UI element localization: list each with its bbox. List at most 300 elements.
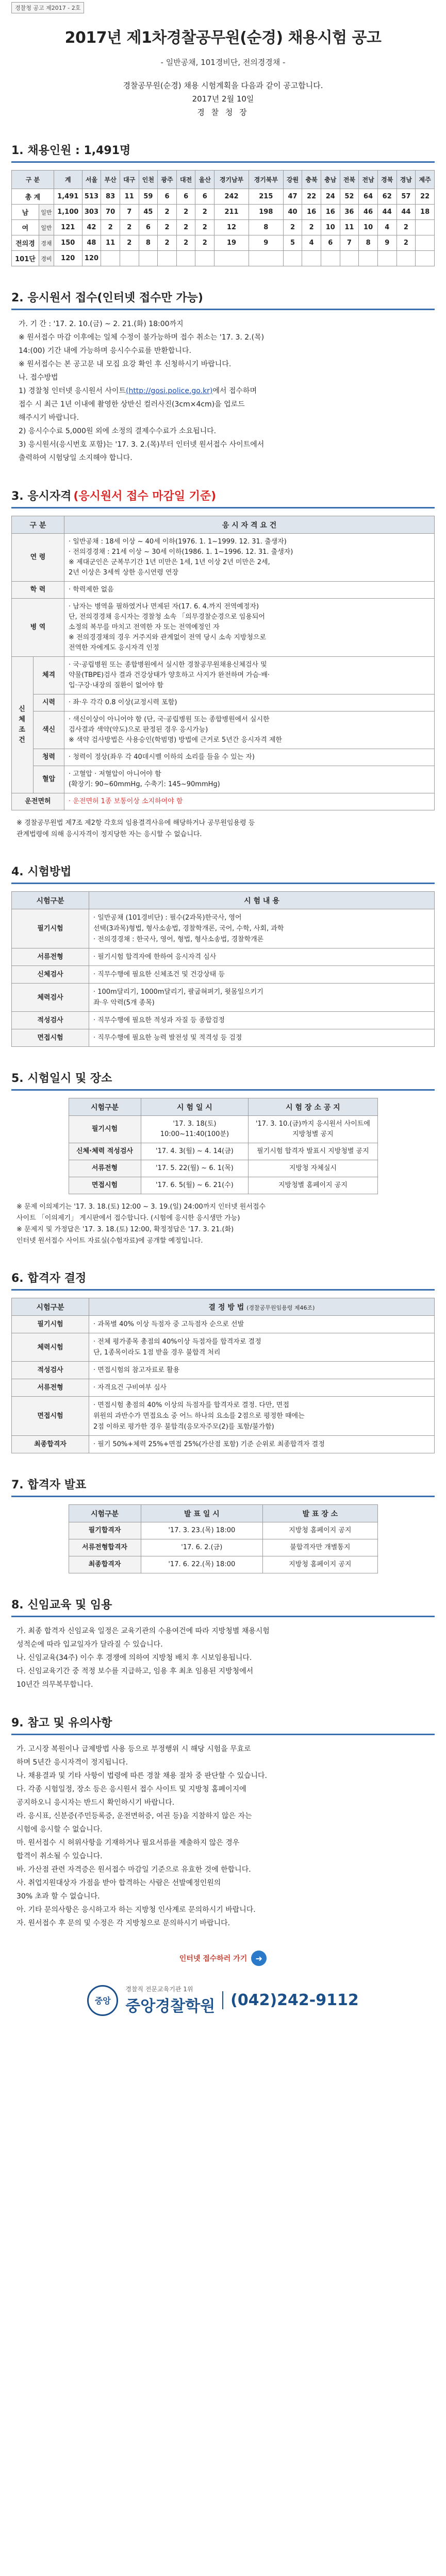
result-date: '17. 3. 23.(목) 18:00 xyxy=(141,1522,263,1539)
cell-line: 좌·우 악력(5개 종목) xyxy=(93,999,155,1007)
quota-cell: 215 xyxy=(249,189,283,205)
quota-header-cell: 경남 xyxy=(397,171,416,189)
quota-cell xyxy=(120,251,139,266)
quota-cell: 42 xyxy=(82,220,101,235)
cell-line: · 직무수행에 필요한 적성과 자질 등 종합검정 xyxy=(93,1016,225,1024)
quota-cell xyxy=(359,251,378,266)
quota-row xyxy=(12,205,435,220)
quota-cell xyxy=(340,251,359,266)
quota-cell: 11 xyxy=(340,220,359,235)
quota-cell: 24 xyxy=(321,189,340,205)
notice-org: 경 찰 청 장 xyxy=(197,108,249,117)
quota-cell: 120 xyxy=(54,251,82,266)
text-line: 마. 원서접수 시 허위사항을 기재하거나 필요서류를 제출하지 않은 경우 xyxy=(16,1839,240,1847)
quota-cell: 2 xyxy=(302,220,321,235)
cell-line: · 면접시험의 참고자료로 활용 xyxy=(93,1366,180,1374)
quota-row-sublabel: 일반 xyxy=(39,220,54,235)
quota-cell: 2 xyxy=(195,220,214,235)
quota-row-label: 전의경 xyxy=(12,235,39,251)
apply-notes: 가. 기 간 : '17. 2. 10.(금) ~ 2. 21.(화) 18:00까지 ※ 원서접수 마감 이후에는 일체 수정이 불가능하며 접수 취소는 '17. 3. 2.(목) 14:(00) 기간 내에 가능하며 응시수수료를 반환합니다. ※ 원서접수는 본 공고문 내 모집 요강 확인 후 신청하시기 바랍니다. 나. 접수방법 1) 경찰청 인터넷 응시원서 사이트(http://gosi.police.go.kr)에서 접수하며 접수 시 최근 1년 이내에 촬영한 상반신 컬러사진(3cm×4cm)을 업로드 해주시기 바랍니다. 2) 응시수수료 5,000원 외에 소정의 결제수수료가 소요됩니다. 3) 응시원서(응시번호 포함)는 '17. 3. 2.(목)부터 인터넷 원서접수 사이트에서 출력하여 시험당일 소지해야 합니다. xyxy=(19,320,265,462)
quota-cell xyxy=(416,220,435,235)
quota-header-cell: 충북 xyxy=(302,171,321,189)
quota-header-cell: 제주 xyxy=(416,171,435,189)
quota-header-cell: 전북 xyxy=(340,171,359,189)
result-table: 시험구분 발 표 일 시 발 표 장 소 필기합격자 '17. 3. 23.(목) 18:00 지방청 홈페이지 공지 서류전형합격자 '17. 6. 2.(금) 불합격자만 개별통지 최종합격자 '17. 6. 22.(목) 18:00 지방청 홈페이지 공지 xyxy=(69,1504,378,1573)
quota-cell: 4 xyxy=(377,220,397,235)
cell-line: 약물(TBPE)검사 결과 건강상태가 양호하고 사지가 완전하며 가슴·배· xyxy=(69,671,270,679)
cell-line: 단, 1종목이라도 1점 받을 경우 불합격 처리 xyxy=(93,1349,221,1357)
quota-cell: 47 xyxy=(283,189,302,205)
method-row xyxy=(12,966,435,984)
text-line: 나. 채용결과 및 기타 사항이 법령에 따른 경찰 채용 절차 중 판단할 수 있습니다. xyxy=(16,1772,267,1780)
section-4-title: 4. 시험방법 xyxy=(11,865,72,878)
qual-row xyxy=(12,766,435,793)
qual-row xyxy=(12,694,435,711)
section-divider xyxy=(11,1089,435,1091)
cell-line: · 면접시험 총점의 40% 이상의 득점자를 합격자로 결정. 다만, 면접 xyxy=(93,1401,289,1409)
table-cell xyxy=(89,1012,435,1029)
quota-header-cell: 서울 xyxy=(82,171,101,189)
qual-row-label: 혈압 xyxy=(34,766,64,793)
quota-cell xyxy=(321,251,340,266)
quota-cell: 6 xyxy=(176,189,195,205)
table-cell xyxy=(89,909,435,948)
quota-cell: 6 xyxy=(321,235,340,251)
quota-cell: 2 xyxy=(101,220,120,235)
quota-row xyxy=(12,235,435,251)
decision-row xyxy=(12,1379,435,1397)
section-divider xyxy=(11,1734,435,1735)
quota-cell: 2 xyxy=(397,220,416,235)
qual-row xyxy=(12,657,435,694)
quota-cell: 242 xyxy=(214,189,249,205)
qual-row xyxy=(12,599,435,657)
decision-row-label: 서류전형 xyxy=(12,1379,89,1397)
cell-line: 위원의 과반수가 면접요소 중 어느 하나의 요소를 2점으로 평정한 때에는 xyxy=(93,1412,305,1420)
schedule-row-label: 서류전형 xyxy=(69,1160,141,1177)
quota-header-cell: 대전 xyxy=(176,171,195,189)
qual-side-label: 신체조건 xyxy=(12,657,34,793)
quota-cell: 120 xyxy=(82,251,101,266)
table-cell xyxy=(89,1379,435,1397)
qualification-table: 구 분 응 시 자 격 요 건 연 령 · 일반공채 : 18세 이상 ~ 40세 이하(1976. 1. 1~1999. 12. 31. 출생자) · 전의경경채 : 21세 이상 ~ 30세 이하(1986. 1. 1~1996. 12. 31. 출생자) ※ 제대군인은 군복무기간 1년 미만은 1세, 1년 이상 2년 미만은 2세, 2년 이상은 3세씩 상한 응시연령 연장 학 력 · 학력제한 없음 병 역 · 남자는 병역을 필하였거나 면제된 자(17. 6. 4.까지 전역예정자) 단, 전의경경채 응시자는 경찰청 소속 「의무경찰순경으로 임용되어 소정의 복무를 마치고 전역한 자 또는 전역예정인 자 ※ 전의경경채의 경우 거주지와 관계없이 전역 당시 소속 지방청으로 전역한 자에게도 응시자격 인정 신체조건 체격 · 국·공립병원 또는 종합병원에서 실시한 경찰공무원채용신체검사 및 약물(TBPE)검사 결과 건강상태가 양호하고 사지가 완전하며 가슴·배· 입·구강·내장의 질환이 없어야 함 시력 · 좌·우 각각 0.8 이상(교정시력 포함) 색신 · 색신이상이 아니어야 함 (단, 국·공립병원 또는 종합병원에서 실시한 검사결과 색약(약도)으로 판정된 경우 응시가능) ※ 색약 검사방법은 사용승인(학범명) 방법에 근거로 5년간 응시자격 제한 청력 · 청력이 정상(좌우 각 40데시벨 이하의 소리를 들을 수 있는 자) 혈압 · 고혈압 · 저혈압이 아니어야 함 (확장기: 90~60mmHg, 수축기: 145~90mmHg) 운전면허 · 운전면허 1종 보통이상 소지하여야 함 xyxy=(11,516,435,810)
quota-header-cell: 인천 xyxy=(139,171,158,189)
quota-cell: 4 xyxy=(302,235,321,251)
text-line: 10년간 의무복무합니다. xyxy=(16,1681,93,1689)
quota-cell: 7 xyxy=(120,205,139,220)
text-line: 공지하오니 응시자는 반드시 확인하시기 바랍니다. xyxy=(16,1799,175,1807)
quota-cell xyxy=(139,251,158,266)
quota-cell: 10 xyxy=(321,220,340,235)
cell-line: · 청력이 정상(좌우 각 40데시벨 이하의 소리를 들을 수 있는 자) xyxy=(69,753,255,761)
result-place: 지방청 홈페이지 공지 xyxy=(263,1556,377,1573)
quota-cell: 19 xyxy=(214,235,249,251)
qual-row xyxy=(12,749,435,766)
text-line: 가. 고시장 복원이나 급제방법 사용 등으로 부정행위 시 해당 시험을 무효로 xyxy=(16,1745,251,1753)
quota-cell: 6 xyxy=(158,189,177,205)
quota-header-cell: 광주 xyxy=(158,171,177,189)
quota-cell: 48 xyxy=(82,235,101,251)
quota-cell xyxy=(195,251,214,266)
method-row xyxy=(12,1029,435,1047)
cell-line: · 직무수행에 필요한 능력 발전성 및 적격성 등 검정 xyxy=(93,1034,242,1042)
method-table: 시험구분 시 험 내 용 필기시험 · 일반공채 (101경비단) : 필수(2과목)한국사, 영어 선택(3과목)형법, 형사소송법, 경찰학개론, 국어, 수학, 사회, 과학 · 전의경경채 : 한국사, 영어, 형법, 형사소송법, 경찰학개론 서류전형 · 필기시험 합격자에 한하여 응시자격 심사 신체검사 · 직무수행에 필요한 신체조건 및 건강상태 등 체력검사 · 100m달리기, 1000m달리기, 팔굽혀펴기, 윗몸일으키기 좌·우 악력(5개 종목) 적성검사 · 직무수행에 필요한 적성과 자질 등 종합검정 면접시험 · 직무수행에 필요한 능력 발전성 및 적격성 등 검정 xyxy=(11,891,435,1047)
result-date: '17. 6. 22.(목) 18:00 xyxy=(141,1556,263,1573)
method-row-label: 서류전형 xyxy=(12,948,89,966)
schedule-row xyxy=(69,1143,377,1160)
table-cell xyxy=(64,749,435,766)
method-row xyxy=(12,909,435,948)
quota-header-cell: 전남 xyxy=(359,171,378,189)
cell-line: 소정의 복무를 마치고 전역한 자 또는 전역예정인 자 xyxy=(69,623,220,631)
decision-table: 시험구분 결 정 방 법 (경찰공무원임용령 제46조) 필기시험 · 과목별 40% 이상 득점자 중 고득점자 순으로 선발 체력시험 · 전체 평가종목 총점의 40%이상 득점자를 합격자로 결정 단, 1종목이라도 1점 받을 경우 불합격 처리 적성검사 · 면접시험의 참고자료로 활용 서류전형 · 자격요건 구비여부 심사 면접시험 · 면접시험 총점의 40% 이상의 득점자를 합격자로 결정. 다만, 면접 위원의 과반수가 면접요소 중 어느 하나의 요소를 2점으로 평정한 때에는 2점 이하로 평가한 경우 불합격(응모자주모(2)를 포함/불가함) 최종합격자 · 필기 50%+체력 25%+면접 25%(가산점 포함) 기준 순위로 최종합격자 결정 xyxy=(11,1298,435,1453)
quota-header-cell: 경기남부 xyxy=(214,171,249,189)
decision-row xyxy=(12,1362,435,1379)
quota-cell: 2 xyxy=(176,235,195,251)
text-line: 사. 취업지원대상자 가점을 받아 합격하는 사람은 선발예정인원의 xyxy=(16,1879,221,1887)
cell-line: · 직무수행에 필요한 신체조건 및 건강상태 등 xyxy=(93,971,225,978)
quota-header-cell: 부산 xyxy=(101,171,120,189)
quota-cell xyxy=(176,251,195,266)
quota-cell: 16 xyxy=(321,205,340,220)
schedule-row-label: 면접시험 xyxy=(69,1177,141,1194)
result-row xyxy=(69,1556,377,1573)
quota-cell: 16 xyxy=(302,205,321,220)
quota-cell xyxy=(416,251,435,266)
topbar xyxy=(11,0,435,15)
apply-cta-label[interactable]: 인터넷 접수하러 가기 xyxy=(179,1955,247,1963)
cell-line: 검사결과 색약(약도)으로 판정된 경우 응시가능) xyxy=(69,726,208,734)
quota-cell: 2 xyxy=(397,235,416,251)
quota-cell: 1,491 xyxy=(54,189,82,205)
quota-header-cell: 구 분 xyxy=(12,171,54,189)
text-line: 다. 각종 시험일정, 장소 등은 응시원서 접수 사이트 및 지방청 홈페이지에 xyxy=(16,1785,246,1793)
quota-cell: 2 xyxy=(158,220,177,235)
schedule-table: 시험구분 시 험 일 시 시 험 장 소 공 지 필기시험 '17. 3. 18(토) 10:00~11:40(100분) '17. 3. 10.(금)까지 응시원서 사이트에 지방청별 공지 신체·체력 적성검사 '17. 4. 3(월) ~ 4. 14(금) 필기시험 합격자 발표시 지방청별 공지 서류전형 '17. 5. 22(월) ~ 6. 1(목) 지방청 자체실시 면접시험 '17. 6. 5(월) ~ 6. 21(수) 지방청별 홈페이지 공지 xyxy=(69,1098,378,1194)
table-cell xyxy=(89,948,435,966)
table-cell xyxy=(89,1316,435,1333)
method-row xyxy=(12,984,435,1012)
decision-row xyxy=(12,1316,435,1333)
text-line: 시험에 응시할 수 없습니다. xyxy=(16,1825,103,1834)
schedule-row xyxy=(69,1177,377,1194)
result-row xyxy=(69,1539,377,1556)
quota-cell: 9 xyxy=(377,235,397,251)
method-row-label: 체력검사 xyxy=(12,984,89,1012)
section-divider xyxy=(11,883,435,884)
quota-cell: 2 xyxy=(120,235,139,251)
quota-row-sublabel: 경채 xyxy=(39,235,54,251)
qual-row-label: 연 령 xyxy=(12,534,64,582)
quota-cell: 2 xyxy=(120,220,139,235)
decision-row-label: 최종합격자 xyxy=(12,1436,89,1453)
qual-row-label: 시력 xyxy=(34,694,64,711)
table-cell xyxy=(64,582,435,599)
section-9-title: 9. 참고 및 유의사항 xyxy=(11,1716,112,1730)
quota-cell xyxy=(377,251,397,266)
quota-row-label: 101단 xyxy=(12,251,39,266)
text-line: 나. 신임교육(34주) 이수 후 경쟁에 의하여 지방청 배치 후 시보임용됩니다. xyxy=(16,1654,252,1662)
quota-row-sublabel: 일반 xyxy=(39,205,54,220)
quota-cell: 2 xyxy=(195,205,214,220)
quota-cell: 10 xyxy=(359,220,378,235)
text-line: 자. 원서접수 후 문의 및 수정은 각 지방청으로 문의하시기 바랍니다. xyxy=(16,1919,230,1927)
quota-header-cell: 강원 xyxy=(283,171,302,189)
decision-row-label: 체력시험 xyxy=(12,1333,89,1362)
qual-row-label: 운전면허 xyxy=(12,793,64,810)
quota-cell: 2 xyxy=(195,235,214,251)
decision-row-label: 적성검사 xyxy=(12,1362,89,1379)
cell-line: 입·구강·내장의 질환이 없어야 함 xyxy=(69,682,163,689)
quota-cell: 303 xyxy=(82,205,101,220)
text-line: 합격이 취소될 수 있습니다. xyxy=(16,1852,103,1860)
quota-row xyxy=(12,251,435,266)
cell-line: · 전의경경채 : 21세 이상 ~ 30세 이하(1986. 1. 1~1996. 12. 31. 출생자) xyxy=(69,548,293,556)
result-row-label: 필기합격자 xyxy=(69,1522,141,1539)
section-divider xyxy=(11,1496,435,1497)
method-row-label: 면접시험 xyxy=(12,1029,89,1047)
section-7-title: 7. 합격자 발표 xyxy=(11,1478,87,1492)
decision-row xyxy=(12,1397,435,1436)
qual-footnote: ※ 경찰공무원법 제7조 제2항 각호의 임용결격사유에 해당하거나 공무원임용령 등 관계법령에 의해 응시자격이 정지당한 자는 응시할 수 없습니다. xyxy=(16,819,255,838)
result-row xyxy=(69,1522,377,1539)
quota-cell: 121 xyxy=(54,220,82,235)
cell-line: 선택(3과목)형법, 형사소송법, 경찰학개론, 국어, 수학, 사회, 과학 xyxy=(93,925,284,933)
cell-line: ※ 색약 검사방법은 사용승인(학범명) 방법에 근거로 5년간 응시자격 제한 xyxy=(69,736,282,744)
quota-row-label: 총 계 xyxy=(12,189,54,205)
schedule-row-label: 신체·체력 적성검사 xyxy=(69,1143,141,1160)
result-row-label: 서류전형합격자 xyxy=(69,1539,141,1556)
decision-row-label: 필기시험 xyxy=(12,1316,89,1333)
quota-cell: 12 xyxy=(214,220,249,235)
quota-cell: 83 xyxy=(101,189,120,205)
cell-line: ※ 전의경경채의 경우 거주지와 관계없이 전역 당시 소속 지방청으로 xyxy=(69,634,267,641)
quota-cell: 150 xyxy=(54,235,82,251)
text-line: 다. 신임교육기간 중 적정 보수를 지급하고, 임용 후 최초 임용된 지방청에서 xyxy=(16,1667,254,1675)
table-cell xyxy=(64,694,435,711)
quota-row-sublabel: 경비 xyxy=(39,251,54,266)
method-row-label: 적성검사 xyxy=(12,1012,89,1029)
footer xyxy=(11,1985,435,2016)
cell-line: · 필기시험 합격자에 한하여 응시자격 심사 xyxy=(93,953,217,961)
table-cell xyxy=(89,1362,435,1379)
table-cell xyxy=(64,766,435,793)
quota-cell: 52 xyxy=(340,189,359,205)
quota-cell: 2 xyxy=(176,220,195,235)
table-cell xyxy=(89,1333,435,1362)
cell-line: · 좌·우 각각 0.8 이상(교정시력 포함) xyxy=(69,699,177,706)
quota-row xyxy=(12,189,435,205)
quota-cell: 44 xyxy=(377,205,397,220)
quota-cell: 46 xyxy=(359,205,378,220)
cell-line: · 전의경경채 : 한국사, 영어, 형법, 형사소송법, 경찰학개론 xyxy=(93,936,264,943)
quota-header-cell: 대구 xyxy=(120,171,139,189)
qual-row xyxy=(12,534,435,582)
notes-text xyxy=(11,1742,435,1930)
text-line: 하며 5년간 응시자격이 정지됩니다. xyxy=(16,1758,128,1767)
table-cell xyxy=(64,657,435,694)
arrow-right-icon[interactable]: ➜ xyxy=(251,1951,267,1966)
quota-header-cell: 경기북부 xyxy=(249,171,283,189)
quota-cell: 8 xyxy=(139,235,158,251)
quota-cell xyxy=(302,251,321,266)
quota-cell: 513 xyxy=(82,189,101,205)
academy-phone: (042)242-9112 xyxy=(222,1991,359,2009)
section-5-title: 5. 시험일시 및 장소 xyxy=(11,1072,112,1085)
schedule-notes: ※ 문제 이의제기는 '17. 3. 18.(토) 12:00 ~ 3. 19.(일) 24:00까지 인터넷 원서접수 사이트 「이의제기」 게시판에서 접수합니다. (시험에 응시한 응시생만 가능) ※ 문제지 및 가정답은 '17. 3. 18.(토) 12:00, 확정정답은 '17. 3. 21.(화) 인터넷 원서접수 사이트 자료실(수험자료)에 공개할 예정입니다. xyxy=(16,1203,266,1245)
quota-header-cell: 충남 xyxy=(321,171,340,189)
cell-line: · 고혈압 · 저혈압이 아니어야 함 xyxy=(69,770,161,778)
text-line: 가. 최종 합격자 신임교육 일정은 교육기관의 수용여건에 따라 지방청별 채용시험 xyxy=(16,1627,270,1635)
quota-cell: 2 xyxy=(283,220,302,235)
quota-cell: 64 xyxy=(359,189,378,205)
section-8-title: 8. 신임교육 및 임용 xyxy=(11,1598,112,1612)
quota-header-cell: 계 xyxy=(54,171,82,189)
quota-cell: 1,100 xyxy=(54,205,82,220)
method-row xyxy=(12,1012,435,1029)
table-cell xyxy=(89,984,435,1012)
license-cell: · 운전면허 1종 보통이상 소지하여야 함 xyxy=(64,793,435,810)
schedule-place: 지방청별 홈페이지 공지 xyxy=(249,1177,377,1194)
result-place: 불합격자만 개별통지 xyxy=(263,1539,377,1556)
cell-line: · 일반공채 : 18세 이상 ~ 40세 이하(1976. 1. 1~1999. 12. 31. 출생자) xyxy=(69,538,287,546)
section-divider xyxy=(11,1289,435,1291)
section-1-title: 1. 채용인원 : 1,491명 xyxy=(11,144,131,157)
quota-cell xyxy=(158,251,177,266)
quota-cell: 18 xyxy=(416,205,435,220)
cell-line: · 색신이상이 아니어야 함 (단, 국·공립병원 또는 종합병원에서 실시한 xyxy=(69,716,270,723)
table-cell xyxy=(64,534,435,582)
decision-row xyxy=(12,1436,435,1453)
text-line: 성적순에 따라 입교일자가 달라질 수 있습니다. xyxy=(16,1640,163,1649)
quota-cell: 2 xyxy=(176,205,195,220)
quota-cell: 8 xyxy=(359,235,378,251)
text-line: 바. 가산점 관련 자격증은 원서접수 마감일 기준으로 유효한 것에 한합니다. xyxy=(16,1866,251,1874)
quota-cell: 2 xyxy=(158,205,177,220)
cell-line: · 100m달리기, 1000m달리기, 팔굽혀펴기, 윗몸일으키기 xyxy=(93,988,263,996)
cell-line: (확장기: 90~60mmHg, 수축기: 145~90mmHg) xyxy=(69,781,220,788)
schedule-date: '17. 6. 5(월) ~ 6. 21(수) xyxy=(141,1177,249,1194)
cell-line: · 전체 평가종목 총점의 40%이상 득점자를 합격자로 결정 xyxy=(93,1338,261,1346)
cell-line: · 국·공립병원 또는 종합병원에서 실시한 경찰공무원채용신체검사 및 xyxy=(69,661,267,669)
qual-row-label: 색신 xyxy=(34,711,64,749)
quota-row xyxy=(12,220,435,235)
table-cell xyxy=(89,966,435,984)
cell-line: · 일반공채 (101경비단) : 필수(2과목)한국사, 영어 xyxy=(93,914,242,922)
quota-cell: 22 xyxy=(302,189,321,205)
quota-cell: 8 xyxy=(249,220,283,235)
quota-cell: 5 xyxy=(283,235,302,251)
quota-header-cell: 울산 xyxy=(195,171,214,189)
academy-name: 중앙경찰학원 xyxy=(125,1997,216,2015)
quota-row-label: 남 xyxy=(12,205,39,220)
qual-row xyxy=(12,793,435,810)
training-text xyxy=(11,1624,435,1691)
qual-row-label: 청력 xyxy=(34,749,64,766)
table-cell xyxy=(64,599,435,657)
table-cell xyxy=(89,1436,435,1453)
text-line: 라. 응시표, 신분증(주민등록증, 운전면허증, 여권 등)을 지참하지 않은 자는 xyxy=(16,1812,252,1820)
cell-line: ※ 제대군인은 군복무기간 1년 미만은 1세, 1년 이상 2년 미만은 2세, xyxy=(69,558,270,566)
cell-line: · 과목별 40% 이상 득점자 중 고득점자 순으로 선발 xyxy=(93,1320,244,1328)
quota-cell: 198 xyxy=(249,205,283,220)
schedule-place: '17. 3. 10.(금)까지 응시원서 사이트에 지방청별 공지 xyxy=(249,1116,377,1143)
quota-cell: 44 xyxy=(397,205,416,220)
quota-cell: 70 xyxy=(101,205,120,220)
quota-cell: 11 xyxy=(101,235,120,251)
text-line: 30% 초과 할 수 없습니다. xyxy=(16,1892,100,1901)
cell-line: · 필기 50%+체력 25%+면접 25%(가산점 포함) 기준 순위로 최종합격자 결정 xyxy=(93,1440,325,1448)
result-place: 지방청 홈페이지 공지 xyxy=(263,1522,377,1539)
quota-cell: 6 xyxy=(195,189,214,205)
quota-cell: 22 xyxy=(416,189,435,205)
method-row-label: 필기시험 xyxy=(12,909,89,948)
section-6-title: 6. 합격자 결정 xyxy=(11,1272,87,1285)
quota-row-label: 여 xyxy=(12,220,39,235)
qual-row xyxy=(12,582,435,599)
decision-row-label: 면접시험 xyxy=(12,1397,89,1436)
quota-cell: 62 xyxy=(377,189,397,205)
quota-cell: 211 xyxy=(214,205,249,220)
schedule-date: '17. 3. 18(토) 10:00~11:40(100분) xyxy=(141,1116,249,1143)
quota-table xyxy=(11,170,435,266)
schedule-row xyxy=(69,1160,377,1177)
table-cell xyxy=(64,711,435,749)
quota-cell: 45 xyxy=(139,205,158,220)
cell-line: 단, 전의경경채 응시자는 경찰청 소속 「의무경찰순경으로 임용되어 xyxy=(69,613,265,621)
text-line: 아. 기타 문의사항은 응시하고자 하는 지방청 인사계로 문의하시기 바랍니다. xyxy=(16,1906,256,1914)
quota-cell: 59 xyxy=(139,189,158,205)
decision-row xyxy=(12,1333,435,1362)
section-divider xyxy=(11,309,435,310)
academy-logo: 중앙 xyxy=(87,1985,118,2016)
quota-cell: 11 xyxy=(120,189,139,205)
quota-cell: 40 xyxy=(283,205,302,220)
table-cell xyxy=(89,1397,435,1436)
cell-line: 2년 이상은 3세씩 상한 응시연령 연장 xyxy=(69,569,179,577)
schedule-date: '17. 4. 3(월) ~ 4. 14(금) xyxy=(141,1143,249,1160)
schedule-row xyxy=(69,1116,377,1143)
cell-line: · 학력제한 없음 xyxy=(69,586,114,594)
section-divider xyxy=(11,507,435,509)
quota-cell xyxy=(416,235,435,251)
qual-row xyxy=(12,711,435,749)
section-divider xyxy=(11,1616,435,1617)
notice-tag: 경찰청 공고 제2017 - 2호 xyxy=(11,2,84,13)
schedule-row-label: 필기시험 xyxy=(69,1116,141,1143)
page-subtitle: - 일반공채, 101경비단, 전의경경채 - xyxy=(160,58,286,67)
quota-cell: 57 xyxy=(397,189,416,205)
schedule-place: 필기시험 합격자 발표시 지방청별 공지 xyxy=(249,1143,377,1160)
qual-row-label: 체격 xyxy=(34,657,64,694)
quota-cell: 9 xyxy=(249,235,283,251)
quota-cell xyxy=(101,251,120,266)
quota-cell: 2 xyxy=(158,235,177,251)
quota-cell: 36 xyxy=(340,205,359,220)
cell-line: 2점 이하로 평가한 경우 불합격(응모자주모(2)를 포함/불가함) xyxy=(93,1423,274,1431)
quota-header-cell: 경북 xyxy=(377,171,397,189)
section-divider xyxy=(11,161,435,163)
qual-row-label: 병 역 xyxy=(12,599,64,657)
apply-cta[interactable] xyxy=(11,1951,435,1966)
quota-cell xyxy=(214,251,249,266)
cell-line: · 남자는 병역을 필하였거나 면제된 자(17. 6. 4.까지 전역예정자) xyxy=(69,603,259,611)
quota-cell xyxy=(249,251,283,266)
schedule-date: '17. 5. 22(월) ~ 6. 1(목) xyxy=(141,1160,249,1177)
footer-meta: 경찰직 전문교육기관 1위 xyxy=(125,1986,193,1993)
method-row-label: 신체검사 xyxy=(12,966,89,984)
apply-site-link[interactable]: (http://gosi.police.go.kr) xyxy=(125,387,213,395)
